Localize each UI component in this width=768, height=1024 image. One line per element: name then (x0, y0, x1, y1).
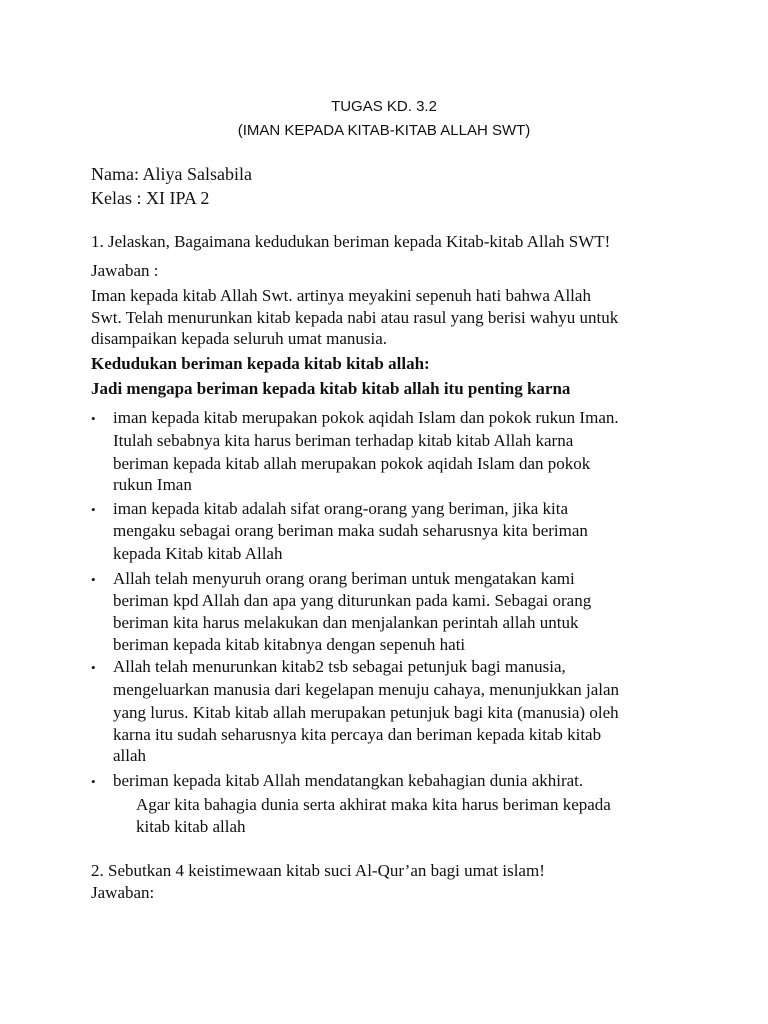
bullet-icon: • (91, 660, 96, 675)
section-heading: Jadi mengapa beriman kepada kitab kitab allah itu penting karna (91, 379, 571, 398)
question-1: 1. Jelaskan, Bagaimana kedudukan beriman kepada Kitab-kitab Allah SWT! (91, 232, 611, 251)
bullet-line: Allah telah menyuruh orang orang beriman untuk mengatakan kami (113, 569, 575, 588)
answer-line: disampaikan kepada seluruh umat manusia. (91, 329, 387, 348)
bullet-line: iman kepada kitab adalah sifat orang-orang yang beriman, jika kita (113, 499, 569, 518)
bullet-line: beriman kepada kitab Allah mendatangkan kebahagian dunia akhirat. (113, 771, 584, 790)
bullet-line: karna itu sudah seharusnya kita percaya dan beriman kepada kitab kitab (113, 725, 602, 744)
answer-line: Iman kepada kitab Allah Swt. artinya meyakini sepenuh hati bahwa Allah (91, 286, 591, 305)
bullet-line: kitab kitab allah (136, 817, 246, 836)
bullet-icon: • (91, 774, 96, 789)
document-title: TUGAS KD. 3.2 (331, 98, 437, 115)
bullet-line: yang lurus. Kitab kitab allah merupakan petunjuk bagi kita (manusia) oleh (113, 703, 619, 722)
answer-line: Swt. Telah menurunkan kitab kepada nabi atau rasul yang berisi wahyu untuk (91, 308, 619, 327)
bullet-icon: • (91, 572, 96, 587)
bullet-line: beriman kita harus melakukan dan menjalankan perintah allah untuk (113, 613, 579, 632)
bullet-line: mengeluarkan manusia dari kegelapan menuju cahaya, menunjukkan jalan (113, 680, 620, 699)
bullet-line: beriman kepada kitab kitabnya dengan sepenuh hati (113, 635, 466, 654)
answer-label-1: Jawaban : (91, 261, 159, 280)
bullet-line: kepada Kitab kitab Allah (113, 544, 283, 563)
section-heading: Kedudukan beriman kepada kitab kitab allah: (91, 354, 430, 373)
bullet-line: iman kepada kitab merupakan pokok aqidah Islam dan pokok rukun Iman. (113, 408, 619, 427)
bullet-line: Allah telah menurunkan kitab2 tsb sebagai petunjuk bagi manusia, (113, 657, 566, 676)
bullet-line: beriman kpd Allah dan apa yang diturunkan pada kami. Sebagai orang (113, 591, 592, 610)
student-name: Nama: Aliya Salsabila (91, 164, 252, 184)
question-2: 2. Sebutkan 4 keistimewaan kitab suci Al-Qur’an bagi umat islam! (91, 861, 545, 880)
bullet-line: Itulah sebabnya kita harus beriman terhadap kitab kitab Allah karna (113, 431, 574, 450)
bullet-line: allah (113, 746, 147, 765)
bullet-line: Agar kita bahagia dunia serta akhirat maka kita harus beriman kepada (136, 795, 611, 814)
student-class: Kelas : XI IPA 2 (91, 188, 210, 208)
bullet-line: beriman kepada kitab allah merupakan pokok aqidah Islam dan pokok (113, 454, 591, 473)
bullet-icon: • (91, 502, 96, 517)
document-subtitle: (IMAN KEPADA KITAB-KITAB ALLAH SWT) (237, 122, 531, 139)
answer-label-2: Jawaban: (91, 883, 155, 902)
bullet-line: mengaku sebagai orang beriman maka sudah seharusnya kita beriman (113, 521, 588, 540)
bullet-icon: • (91, 411, 96, 426)
bullet-line: rukun Iman (113, 475, 192, 494)
